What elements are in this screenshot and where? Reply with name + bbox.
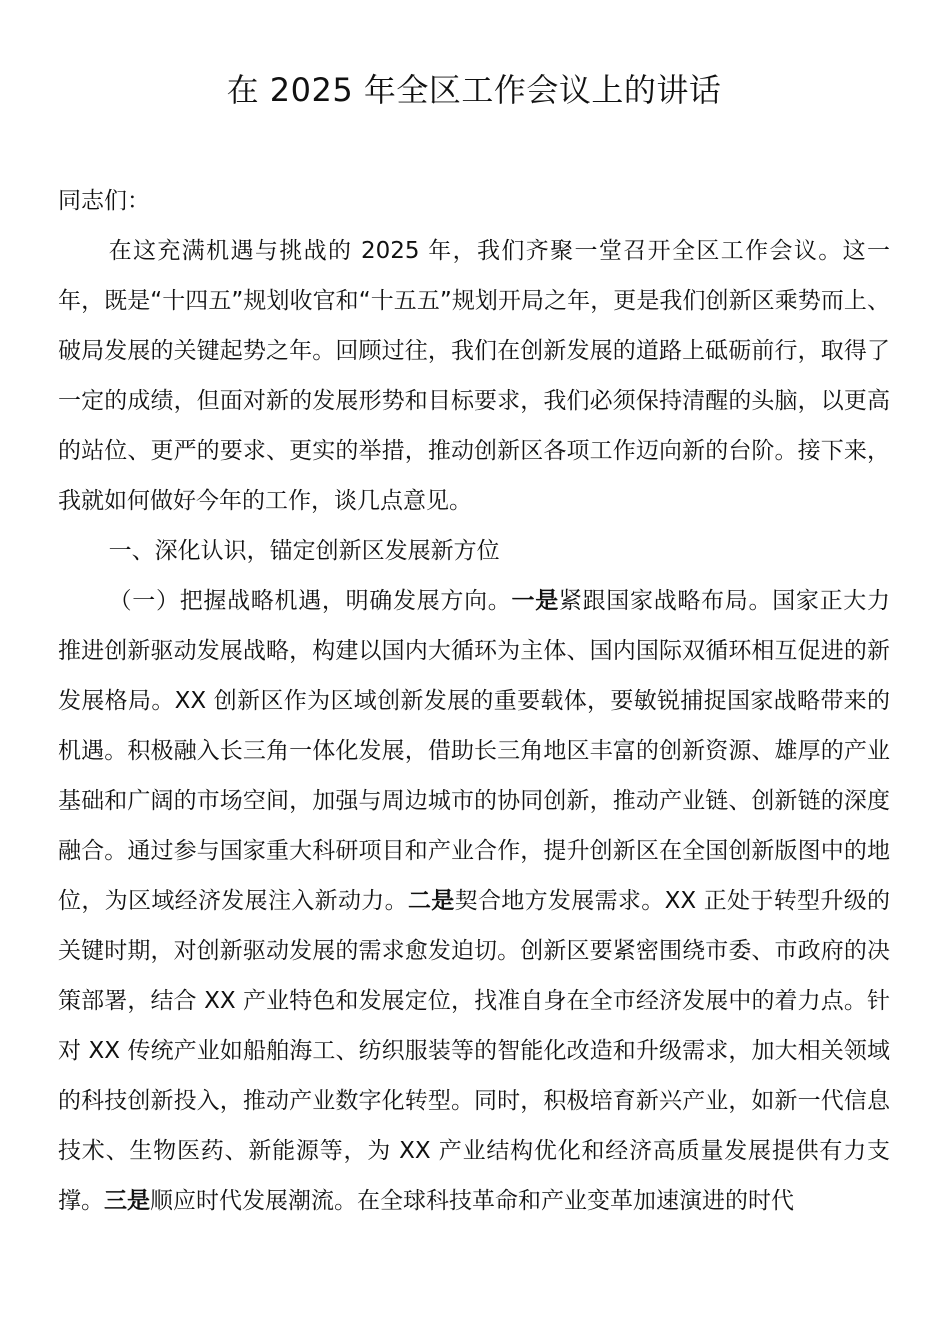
point-1-label: 一是 — [511, 588, 559, 614]
subsection-1-label: （一）把握战略机遇，明确发展方向。 — [108, 588, 512, 614]
point-2-label: 二是 — [407, 888, 455, 914]
point-3-text: 顺应时代发展潮流。在全球科技革命和产业变革加速演进的时代 — [150, 1188, 794, 1214]
intro-paragraph: 在这充满机遇与挑战的 2025 年，我们齐聚一堂召开全区工作会议。这一年，既是“十四五”规划收官和“十五五”规划开局之年，更是我们创新区乘势而上、破局发展的关键起势之年。回顾过往，我们在创新发展的道路上砥砺前行，取得了一定的成绩，但面对新的发展形势和目标要求，我们必须保持清醒的头脑，以更高的站位、更严的要求、更实的举措，推动创新区各项工作迈向新的台阶。接下来，我就如何做好今年的工作，谈几点意见。 — [58, 238, 890, 514]
salutation: 同志们： — [58, 188, 150, 214]
document-title: 在 2025 年全区工作会议上的讲话 — [226, 71, 722, 109]
point-2-text: 契合地方发展需求。XX 正处于转型升级的关键时期，对创新驱动发展的需求愈发迫切。创新区要紧密围绕市委、市政府的决策部署，结合 XX 产业特色和发展定位，找准自身在全市经济发展中的着力点。针对 XX 传统产业如船舶海工、纺织服装等的智能化改造和升级需求，加大相关领域的科技创新投入，推动产业数字化转型。同时，积极培育新兴产业，如新一代信息技术、生物医药、新能源等，为 XX 产业结构优化和经济高质量发展提供有力支撑。 — [58, 888, 891, 1214]
point-3-label: 三是 — [104, 1188, 150, 1214]
subsection-1-paragraph — [58, 576, 890, 1226]
section-1-heading: 一、深化认识，锚定创新区发展新方位 — [108, 538, 500, 564]
point-1-text: 紧跟国家战略布局。国家正大力推进创新驱动发展战略，构建以国内大循环为主体、国内国际双循环相互促进的新发展格局。XX 创新区作为区域创新发展的重要载体，要敏锐捕捉国家战略带来的机遇。积极融入长三角一体化发展，借助长三角地区丰富的创新资源、雄厚的产业基础和广阔的市场空间，加强与周边城市的协同创新，推动产业链、创新链的深度融合。通过参与国家重大科研项目和产业合作，提升创新区在全国创新版图中的地位，为区域经济发展注入新动力。 — [58, 588, 891, 914]
